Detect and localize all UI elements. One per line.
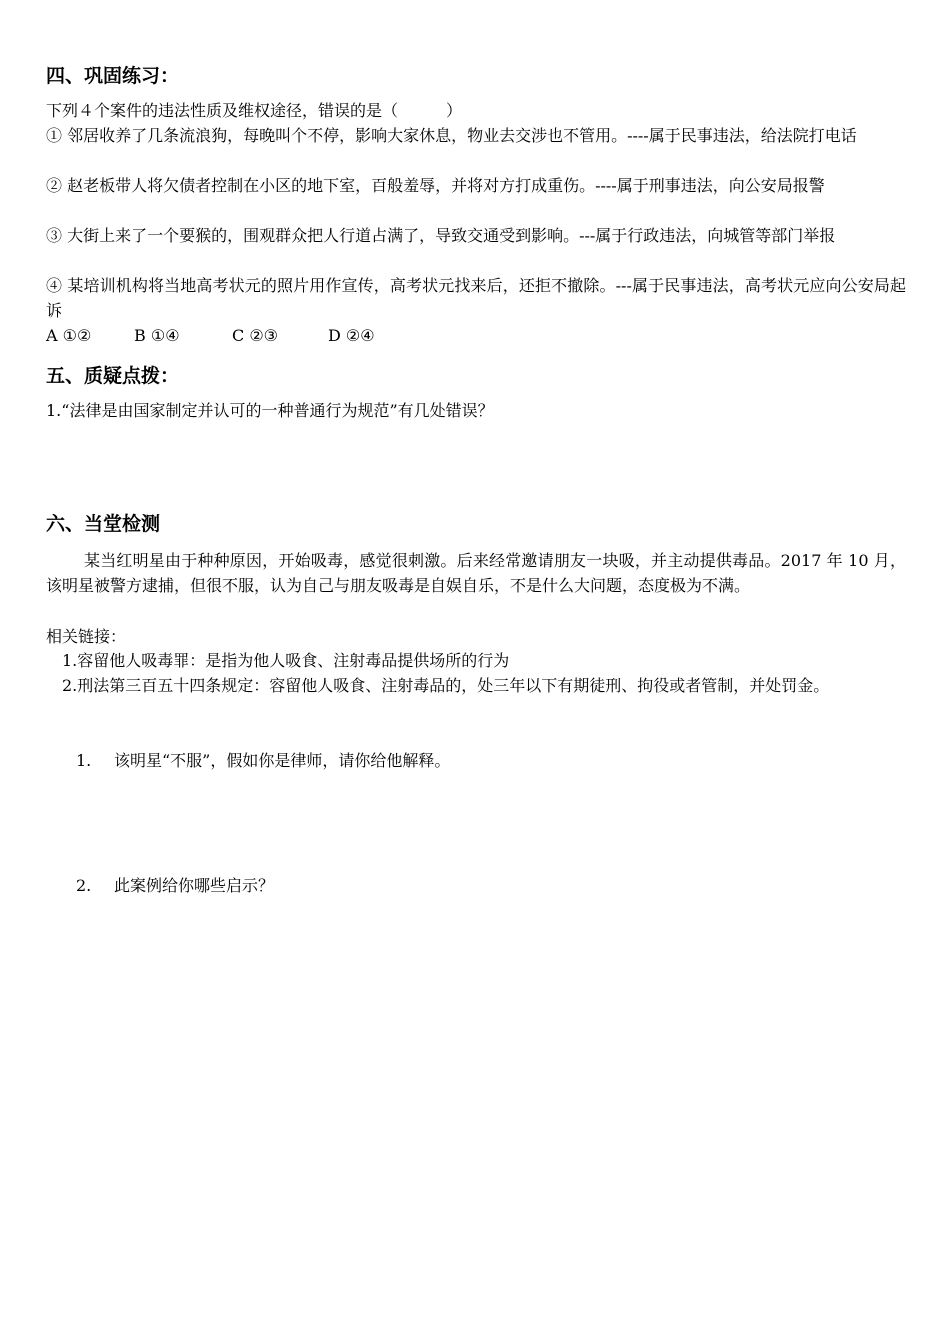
related-link-2: 2.刑法第三百五十四条规定：容留他人吸食、注射毒品的，处三年以下有期徒刑、拘役或者管制，并处罚金。 [62,676,830,695]
case-item-4: ④ 某培训机构将当地高考状元的照片用作宣传，高考状元找来后，还拒不撤除。---属于民事违法，高考状元应向公安局起诉 [46,276,906,320]
related-link-1: 1.容留他人吸毒罪：是指为他人吸食、注射毒品提供场所的行为 [62,651,510,670]
exercise-question: 下列４个案件的违法性质及维权途径，错误的是（ ） [46,101,463,120]
question-number: 2. [76,876,92,895]
section-4-heading: 四、巩固练习： [46,65,180,87]
option-b: B ①④ [134,326,180,345]
question-text: 此案例给你哪些启示？ [114,876,275,895]
case-item-1: ① 邻居收养了几条流浪狗，每晚叫个不停，影响大家休息，物业去交涉也不管用。----属于民事违法，给法院打电话 [46,126,857,145]
section-6-heading: 六、当堂检测 [46,513,161,535]
question-text: 该明星“不服”，假如你是律师，请你给他解释。 [114,751,451,770]
option-c: C ②③ [232,326,279,345]
case-item-3: ③ 大街上来了一个要猴的，围观群众把人行道占满了，导致交通受到影响。---属于行政违法，向城管等部门举报 [46,226,836,245]
question-prompt: 1.“法律是由国家制定并认可的一种普通行为规范”有几处错误？ [46,401,494,420]
case-item-2: ② 赵老板带人将欠债者控制在小区的地下室，百般羞辱，并将对方打成重伤。----属于刑事违法，向公安局报警 [46,176,825,195]
option-a: A ①② [46,326,92,345]
section-5-heading: 五、质疑点拨： [46,365,180,387]
related-links-label: 相关链接： [46,627,127,646]
question-number: 1. [76,751,92,770]
case-paragraph: 某当红明星由于种种原因，开始吸毒，感觉很刺激。后来经常邀请朋友一块吸，并主动提供毒品。2017 年 10 月，该明星被警方逮捕，但很不服，认为自己与朋友吸毒是自娱自乐，不是什么大问题，态度极为不满。 [46,551,906,595]
option-d: D ②④ [328,326,375,345]
